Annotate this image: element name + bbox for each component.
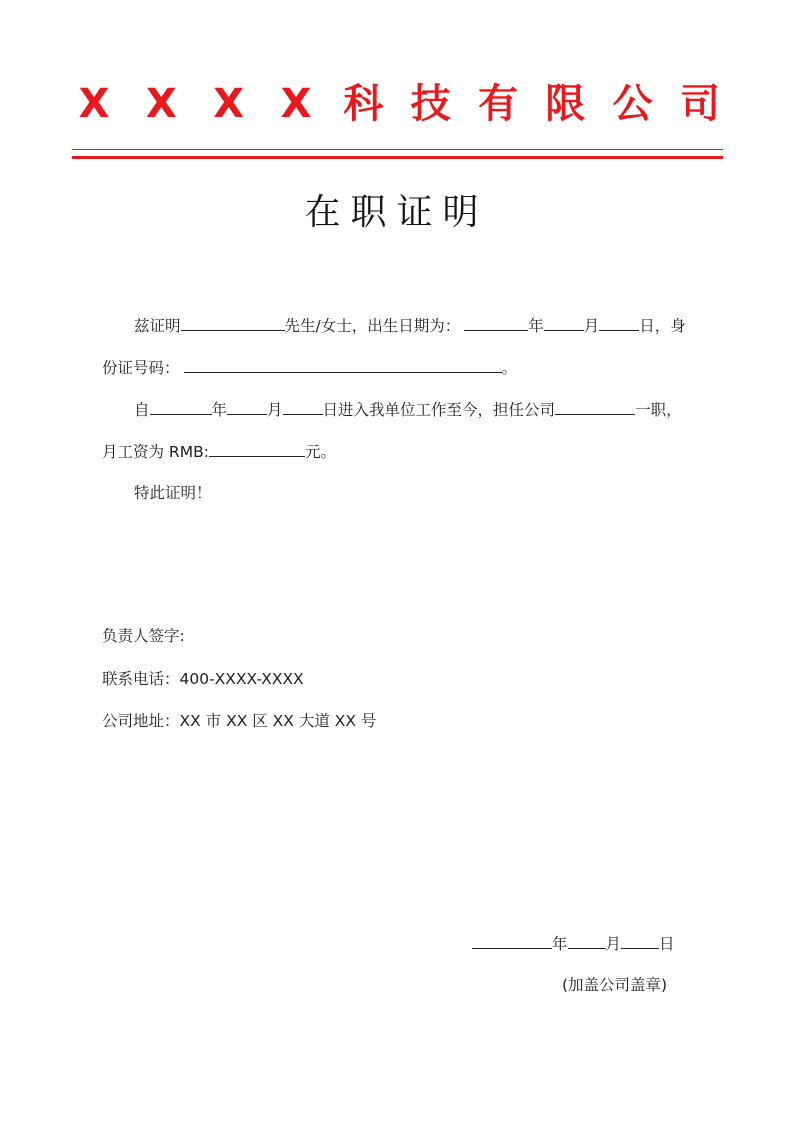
sign-year-blank xyxy=(472,931,552,949)
text-segment: 月 xyxy=(605,935,622,953)
start-day-blank xyxy=(283,397,323,415)
start-year-blank xyxy=(150,397,212,415)
company-address: 公司地址：XX 市 XX 区 XX 大道 XX 号 xyxy=(102,712,377,730)
company-name-char: X xyxy=(145,81,177,127)
header-divider-thin xyxy=(72,149,723,150)
position-blank xyxy=(555,397,635,415)
text-segment: 自 xyxy=(134,401,150,419)
company-name-char: X xyxy=(78,81,110,127)
start-month-blank xyxy=(227,397,267,415)
sign-month-blank xyxy=(568,931,606,949)
text-segment: 兹证明 xyxy=(134,317,181,335)
company-name-char: 限 xyxy=(545,81,586,127)
company-name-char: 技 xyxy=(410,81,451,127)
birth-day-blank xyxy=(599,313,639,331)
text-segment: 日 xyxy=(659,935,675,953)
text-segment: 一职， xyxy=(635,401,682,419)
body-line-2 xyxy=(102,355,517,380)
text-segment: 元。 xyxy=(304,443,336,461)
text-segment: 月 xyxy=(583,317,600,335)
company-name-char: 司 xyxy=(679,81,720,127)
document-title: 在职证明 xyxy=(304,192,489,233)
text-segment: 日，身 xyxy=(639,317,686,335)
closing-statement: 特此证明！ xyxy=(134,484,212,502)
text-segment: 年 xyxy=(211,401,228,419)
text-segment: 先生/女士，出生日期为： xyxy=(284,317,461,335)
salary-blank xyxy=(209,439,305,457)
company-name-header xyxy=(72,76,722,132)
seal-note: (加盖公司盖章) xyxy=(562,976,668,994)
header-divider-thick xyxy=(72,156,723,159)
contact-phone: 联系电话：400-XXXX-XXXX xyxy=(102,670,304,688)
company-name-char: 公 xyxy=(612,81,653,127)
company-name-char: 科 xyxy=(343,81,384,127)
id-number-blank xyxy=(184,355,502,373)
date-line xyxy=(472,931,675,956)
company-name-char: 有 xyxy=(477,81,518,127)
text-segment: 月工资为 RMB: xyxy=(102,443,209,461)
signature-label: 负责人签字: xyxy=(102,627,185,645)
sign-day-blank xyxy=(621,931,659,949)
company-name-char: X xyxy=(280,81,312,127)
birth-year-blank xyxy=(464,313,528,331)
text-segment: 年 xyxy=(552,935,568,953)
name-blank xyxy=(181,313,285,331)
body-line-4 xyxy=(102,439,336,464)
text-segment: 份证号码： xyxy=(102,359,180,377)
text-segment: 月 xyxy=(267,401,283,419)
birth-month-blank xyxy=(544,313,584,331)
company-name-char: X xyxy=(213,81,245,127)
text-segment: 。 xyxy=(501,359,518,377)
text-segment: 日进入我单位工作至今，担任公司 xyxy=(322,401,556,419)
text-segment: 年 xyxy=(528,317,544,335)
body-line-1 xyxy=(134,313,686,338)
body-line-3 xyxy=(134,397,682,422)
